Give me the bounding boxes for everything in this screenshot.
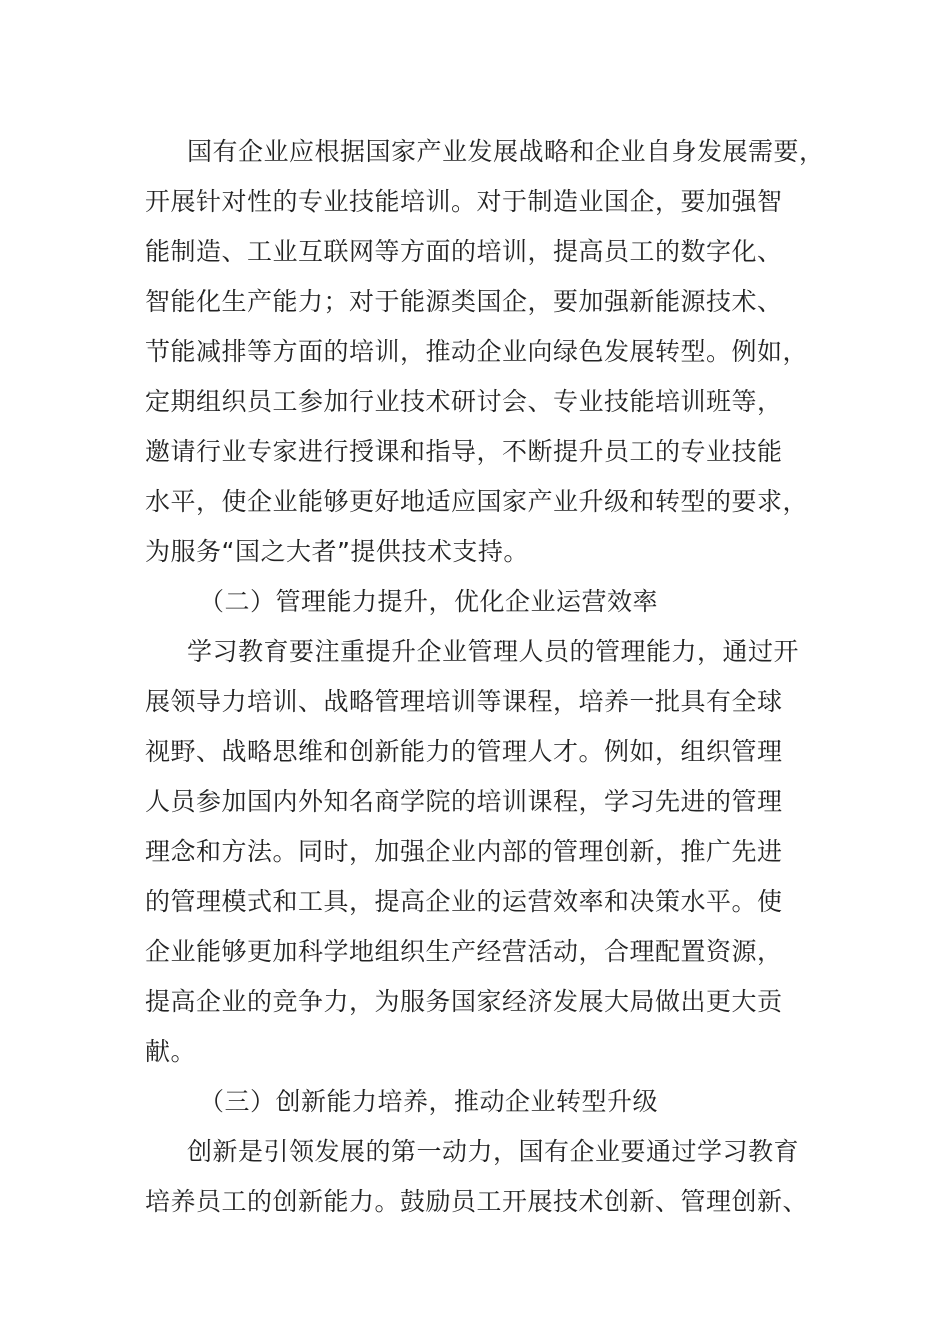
paragraph-line: 提高企业的竞争力，为服务国家经济发展大局做出更大贡 [145, 987, 783, 1016]
paragraph-line: 定期组织员工参加行业技术研讨会、专业技能培训班等， [145, 387, 783, 416]
paragraph-management-ability [145, 627, 825, 1077]
paragraph-line: 学习教育要注重提升企业管理人员的管理能力，通过开 [187, 637, 800, 666]
paragraph-line: 献。 [145, 1037, 197, 1066]
paragraph-line: 人员参加国内外知名商学院的培训课程，学习先进的管理 [145, 787, 783, 816]
paragraph-line: 创新是引领发展的第一动力，国有企业要通过学习教育 [187, 1137, 800, 1166]
paragraph-line: 展领导力培训、战略管理培训等课程，培养一批具有全球 [145, 687, 783, 716]
paragraph-line: 企业能够更加科学地组织生产经营活动，合理配置资源， [145, 937, 783, 966]
paragraph-line: 为服务“国之大者”提供技术支持。 [145, 537, 529, 566]
paragraph-line: 能制造、工业互联网等方面的培训，提高员工的数字化、 [145, 237, 783, 266]
paragraph-line: 邀请行业专家进行授课和指导，不断提升员工的专业技能 [145, 437, 783, 466]
document-body [145, 127, 825, 1227]
paragraph-line: 开展针对性的专业技能培训。对于制造业国企，要加强智 [145, 187, 783, 216]
paragraph-line: 的管理模式和工具，提高企业的运营效率和决策水平。使 [145, 887, 783, 916]
paragraph-line: 国有企业应根据国家产业发展战略和企业自身发展需要， [187, 137, 825, 166]
section-heading-innovation: （三）创新能力培养，推动企业转型升级 [199, 1087, 659, 1116]
paragraph-line: 水平，使企业能够更好地适应国家产业升级和转型的要求， [145, 487, 809, 516]
paragraph-line: 培养员工的创新能力。鼓励员工开展技术创新、管理创新、 [145, 1187, 809, 1216]
section-heading-management: （二）管理能力提升，优化企业运营效率 [199, 587, 659, 616]
paragraph-line: 视野、战略思维和创新能力的管理人才。例如，组织管理 [145, 737, 783, 766]
paragraph-innovation-ability [145, 1127, 825, 1227]
paragraph-line: 智能化生产能力；对于能源类国企，要加强新能源技术、 [145, 287, 783, 316]
paragraph-technical-training [145, 127, 825, 577]
paragraph-line: 节能减排等方面的培训，推动企业向绿色发展转型。例如， [145, 337, 809, 366]
paragraph-line: 理念和方法。同时，加强企业内部的管理创新，推广先进 [145, 837, 783, 866]
